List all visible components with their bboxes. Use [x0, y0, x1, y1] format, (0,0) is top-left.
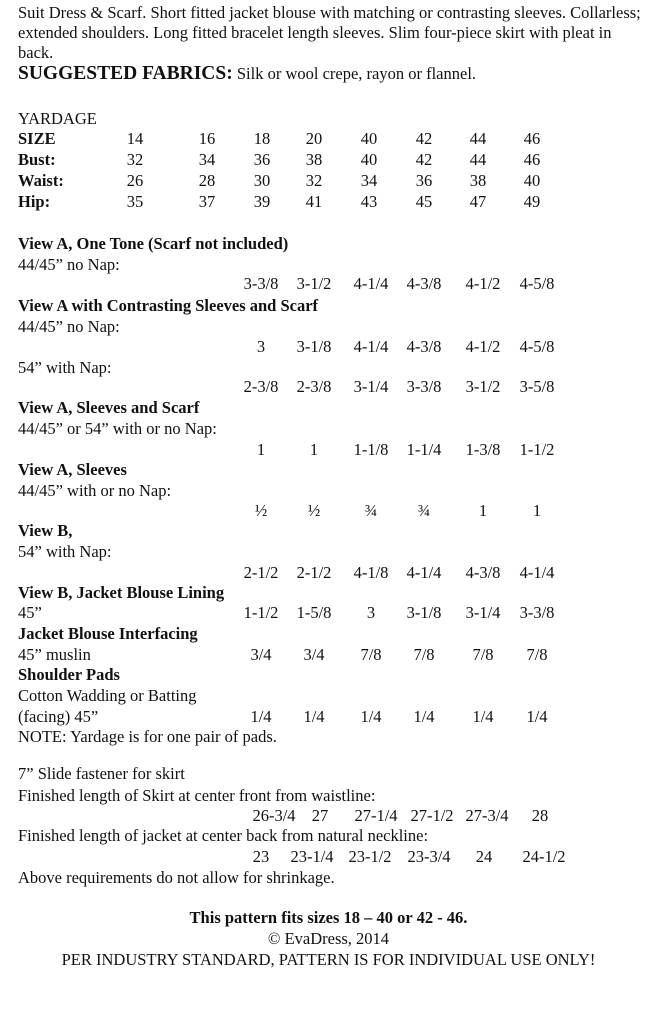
size-table-cell: 44 — [469, 150, 487, 169]
size-table-cell: 26 — [126, 171, 144, 190]
size-table-cell: 40 — [360, 129, 378, 148]
section-heading: Shoulder Pads — [18, 665, 120, 684]
yardage-value: 1-1/2 — [243, 603, 279, 622]
pattern-description: Suit Dress & Scarf. Short fitted jacket blouse with matching or contrasting sleeves. Collarless; extended shoulders. Long fitted bracelet length sleeves. Slim four-piece skirt with pleat in back. — [18, 3, 641, 62]
fabric-width-label: (facing) 45” — [18, 707, 99, 726]
jacket-length-value: 24 — [475, 847, 493, 866]
yardage-title: YARDAGE — [18, 109, 97, 128]
yardage-value: 3-5/8 — [519, 377, 555, 396]
size-table-cell: 40 — [523, 171, 541, 190]
size-table-cell: 34 — [360, 171, 378, 190]
slide-fastener-note: 7” Slide fastener for skirt — [18, 764, 185, 783]
yardage-value: 1-1/4 — [406, 440, 442, 459]
yardage-value: 1-1/8 — [353, 440, 389, 459]
yardage-value: 4-1/4 — [353, 337, 389, 356]
jacket-length-label: Finished length of jacket at center back from natural neckline: — [18, 826, 429, 845]
yardage-value: 7/8 — [526, 645, 548, 664]
suggested-fabrics — [18, 64, 476, 84]
size-fit-note: This pattern fits sizes 18 – 40 or 42 - 46. — [189, 908, 468, 927]
size-table-cell: 16 — [198, 129, 216, 148]
fabrics-label: SUGGESTED FABRICS: — [18, 63, 233, 84]
size-row-label: SIZE — [18, 129, 56, 148]
yardage-value: 1 — [256, 440, 266, 459]
section-heading: View B, Jacket Blouse Lining — [18, 583, 225, 602]
size-table-cell: 46 — [523, 129, 541, 148]
section-heading: View A, Sleeves — [18, 460, 127, 479]
fabric-width-label: 44/45” no Nap: — [18, 255, 120, 274]
yardage-value: ½ — [254, 501, 268, 520]
yardage-value: 3 — [256, 337, 266, 356]
yardage-value: 3-1/2 — [296, 274, 332, 293]
yardage-value: 1/4 — [413, 707, 435, 726]
size-table-cell: 28 — [198, 171, 216, 190]
pads-note: NOTE: Yardage is for one pair of pads. — [18, 727, 277, 746]
size-table-cell: 39 — [253, 192, 271, 211]
section-heading: View A with Contrasting Sleeves and Scarf — [18, 296, 319, 315]
usage-warning: PER INDUSTRY STANDARD, PATTERN IS FOR INDIVIDUAL USE ONLY! — [61, 950, 596, 969]
skirt-length-value: 27-1/2 — [410, 806, 454, 825]
yardage-value: 4-1/2 — [465, 337, 501, 356]
yardage-value: 3-1/8 — [406, 603, 442, 622]
fabric-width-label: Cotton Wadding or Batting — [18, 686, 197, 705]
yardage-value: 1 — [478, 501, 488, 520]
size-table-cell: 36 — [253, 150, 271, 169]
yardage-value: 7/8 — [472, 645, 494, 664]
yardage-value: 3-1/2 — [465, 377, 501, 396]
yardage-value: 3-3/8 — [406, 377, 442, 396]
size-table-cell: 30 — [253, 171, 271, 190]
fabric-width-label: 54” with Nap: — [18, 358, 112, 377]
yardage-value: ¾ — [364, 501, 378, 520]
yardage-value: 4-1/4 — [519, 563, 555, 582]
section-heading: View A, One Tone (Scarf not included) — [18, 234, 289, 253]
size-table-cell: 34 — [198, 150, 216, 169]
size-table-cell: 42 — [415, 150, 433, 169]
yardage-value: 1/4 — [360, 707, 382, 726]
size-table-cell: 36 — [415, 171, 433, 190]
fabrics-value: Silk or wool crepe, rayon or flannel. — [236, 64, 477, 83]
yardage-value: 4-5/8 — [519, 274, 555, 293]
yardage-value: 7/8 — [413, 645, 435, 664]
yardage-value: 3-1/8 — [296, 337, 332, 356]
yardage-value: 1-3/8 — [465, 440, 501, 459]
jacket-length-value: 23 — [252, 847, 270, 866]
size-table-cell: 18 — [253, 129, 271, 148]
yardage-value: 1/4 — [526, 707, 548, 726]
yardage-value: 4-3/8 — [465, 563, 501, 582]
fabric-width-label: 44/45” with or no Nap: — [18, 481, 172, 500]
yardage-value: 1/4 — [303, 707, 325, 726]
yardage-value: 4-3/8 — [406, 337, 442, 356]
fabric-width-label: 45” — [18, 603, 42, 622]
yardage-value: 3-3/8 — [519, 603, 555, 622]
skirt-length-value: 27-1/4 — [354, 806, 398, 825]
size-row-label: Waist: — [18, 171, 64, 190]
yardage-value: 3 — [366, 603, 376, 622]
yardage-value: 1-5/8 — [296, 603, 332, 622]
size-table-cell: 42 — [415, 129, 433, 148]
fabric-width-label: 44/45” no Nap: — [18, 317, 120, 336]
yardage-value: ½ — [307, 501, 321, 520]
size-table-cell: 40 — [360, 150, 378, 169]
size-row-label: Hip: — [18, 192, 51, 211]
yardage-value: 3/4 — [303, 645, 325, 664]
section-heading: Jacket Blouse Interfacing — [18, 624, 198, 643]
skirt-length-value: 27-3/4 — [465, 806, 509, 825]
size-table-cell: 43 — [360, 192, 378, 211]
yardage-value: 1/4 — [250, 707, 272, 726]
yardage-value: 1-1/2 — [519, 440, 555, 459]
yardage-value: 2-1/2 — [296, 563, 332, 582]
size-table-cell: 38 — [469, 171, 487, 190]
copyright: © EvaDress, 2014 — [267, 929, 390, 948]
size-table-cell: 32 — [305, 171, 323, 190]
skirt-length-value: 27 — [311, 806, 329, 825]
yardage-value: 3-1/4 — [465, 603, 501, 622]
yardage-value: 4-1/4 — [406, 563, 442, 582]
size-table-cell: 49 — [523, 192, 541, 211]
yardage-value: 4-3/8 — [406, 274, 442, 293]
size-table-cell: 20 — [305, 129, 323, 148]
fabric-width-label: 54” with Nap: — [18, 542, 112, 561]
yardage-value: 4-1/4 — [353, 274, 389, 293]
skirt-length-label: Finished length of Skirt at center front from waistline: — [18, 786, 376, 805]
size-table-cell: 45 — [415, 192, 433, 211]
section-heading: View A, Sleeves and Scarf — [18, 398, 200, 417]
size-table-cell: 32 — [126, 150, 144, 169]
skirt-length-value: 28 — [531, 806, 549, 825]
yardage-value: 3/4 — [250, 645, 272, 664]
fabric-width-label: 45” muslin — [18, 645, 91, 664]
jacket-length-value: 23-1/2 — [348, 847, 392, 866]
yardage-value: 1 — [309, 440, 319, 459]
size-table-cell: 47 — [469, 192, 487, 211]
yardage-value: 3-3/8 — [243, 274, 279, 293]
yardage-value: 4-1/2 — [465, 274, 501, 293]
size-table-cell: 38 — [305, 150, 323, 169]
size-table-cell: 41 — [305, 192, 323, 211]
yardage-value: 4-5/8 — [519, 337, 555, 356]
yardage-value: 7/8 — [360, 645, 382, 664]
size-table-cell: 37 — [198, 192, 216, 211]
yardage-value: 4-1/8 — [353, 563, 389, 582]
yardage-value: 2-1/2 — [243, 563, 279, 582]
yardage-value: ¾ — [417, 501, 431, 520]
jacket-length-value: 24-1/2 — [522, 847, 566, 866]
skirt-length-value: 26-3/4 — [252, 806, 296, 825]
yardage-value: 1/4 — [472, 707, 494, 726]
yardage-value: 2-3/8 — [296, 377, 332, 396]
size-table-cell: 14 — [126, 129, 144, 148]
yardage-value: 3-1/4 — [353, 377, 389, 396]
size-table-cell: 44 — [469, 129, 487, 148]
size-table-cell: 46 — [523, 150, 541, 169]
yardage-value: 2-3/8 — [243, 377, 279, 396]
size-row-label: Bust: — [18, 150, 56, 169]
shrinkage-note: Above requirements do not allow for shrinkage. — [18, 868, 335, 887]
fabric-width-label: 44/45” or 54” with or no Nap: — [18, 419, 217, 438]
yardage-value: 1 — [532, 501, 542, 520]
jacket-length-value: 23-1/4 — [290, 847, 334, 866]
jacket-length-value: 23-3/4 — [407, 847, 451, 866]
size-table-cell: 35 — [126, 192, 144, 211]
section-heading: View B, — [18, 521, 73, 540]
